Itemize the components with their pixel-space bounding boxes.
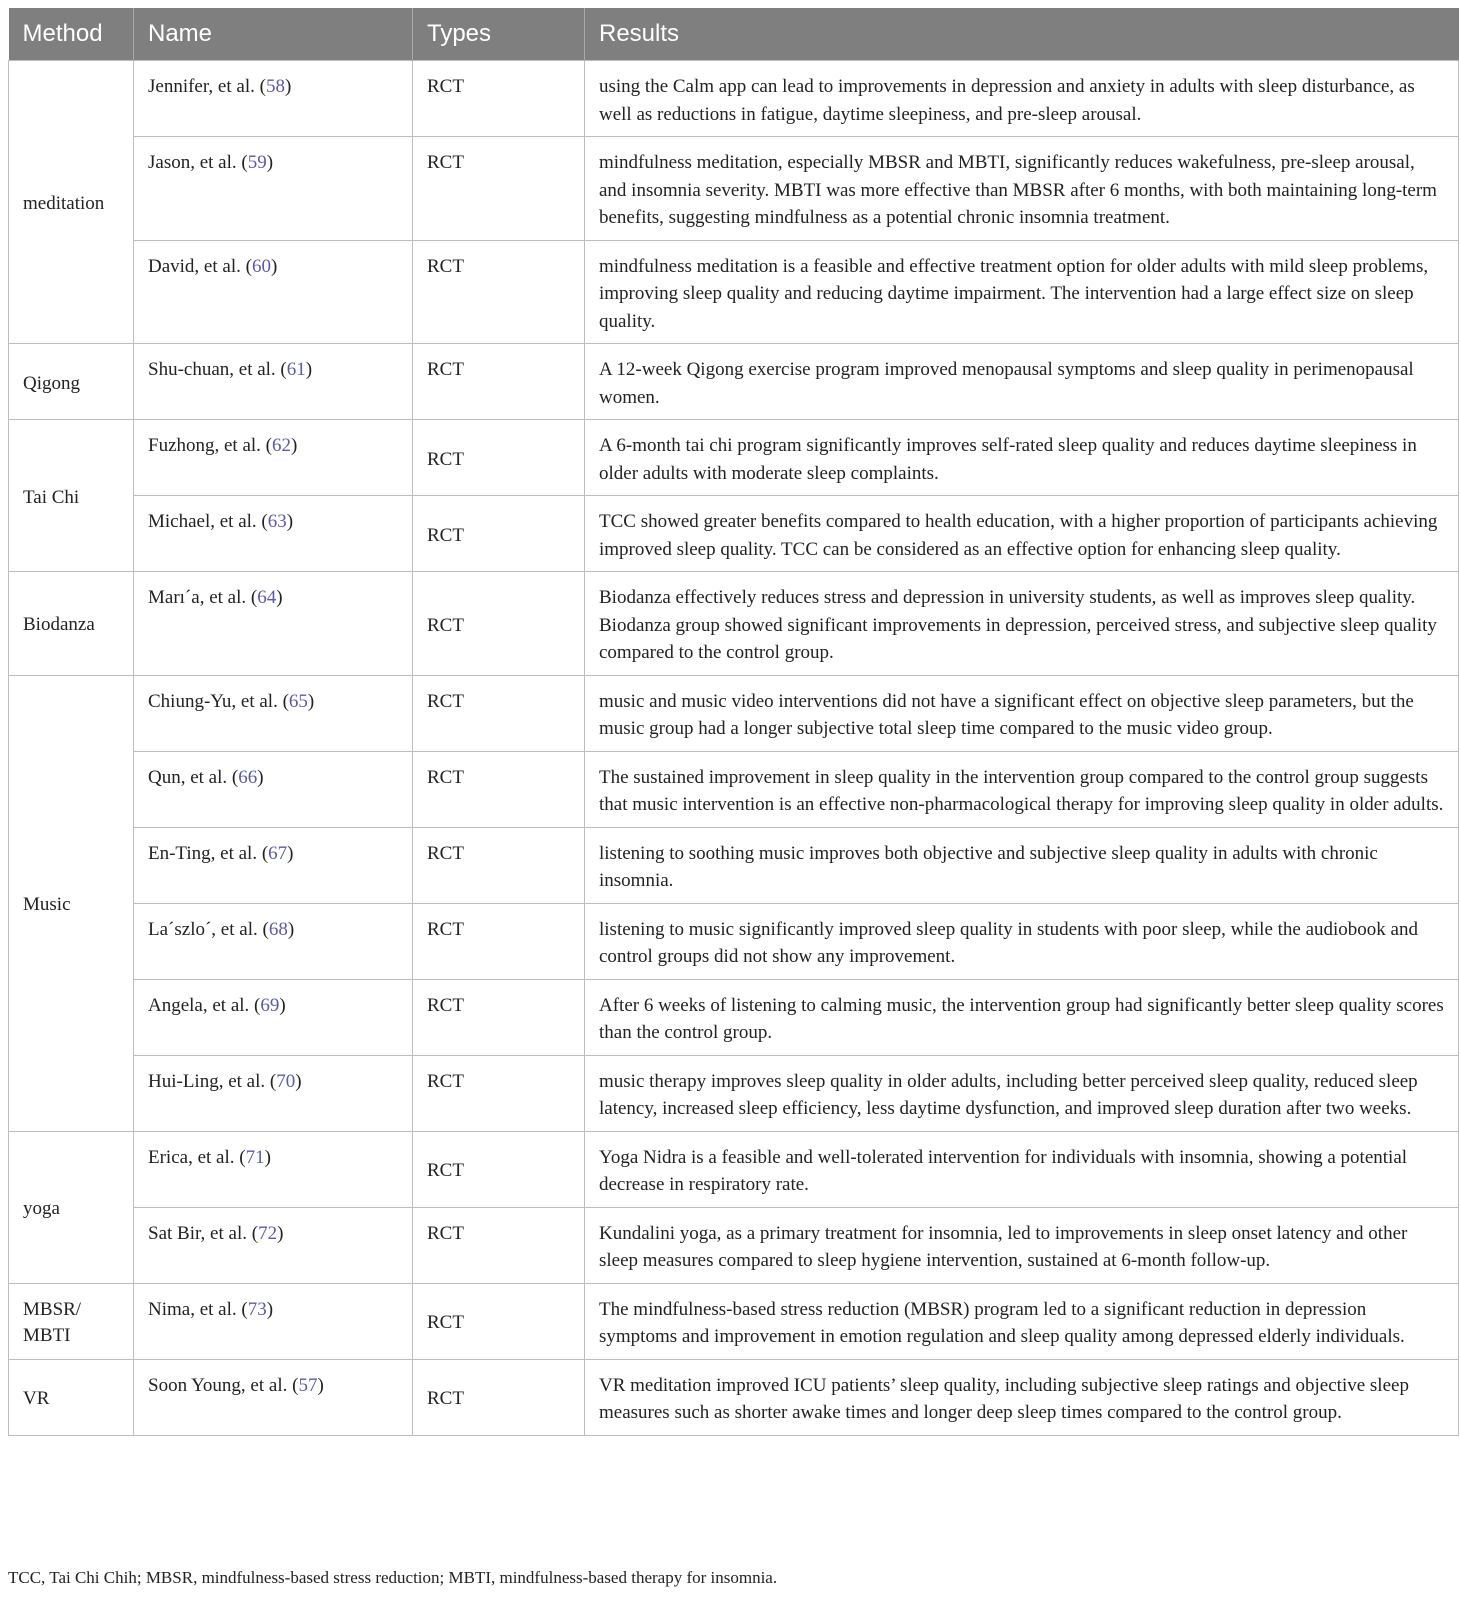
closing-paren: ): [317, 1374, 324, 1396]
name-cell: [134, 751, 413, 827]
closing-paren: ): [264, 1146, 271, 1168]
author-name: Qun, et al. (: [148, 766, 239, 788]
name-cell: [134, 1055, 413, 1131]
table-row: [9, 572, 1459, 676]
author-name: En-Ting, et al. (: [148, 842, 269, 864]
name-cell: [134, 572, 413, 676]
author-name: Marı´a, et al. (: [148, 587, 258, 608]
result-cell: mindfulness meditation is a feasible and effective treatment option for older adults with mild sleep problems, improving sleep quality and reducing daytime impairment. The intervention had a large effect size on sleep quality.: [585, 240, 1459, 344]
table-row: [9, 827, 1459, 903]
name-cell: [134, 903, 413, 979]
reference-link[interactable]: 61: [286, 359, 306, 380]
reference-link[interactable]: 73: [247, 1298, 267, 1320]
closing-paren: ): [295, 1070, 302, 1092]
name-cell: [134, 420, 413, 496]
table-body: [9, 61, 1459, 1436]
method-cell: VR: [9, 1359, 134, 1435]
method-cell: Biodanza: [9, 572, 134, 676]
closing-paren: ): [266, 152, 274, 173]
closing-paren: ): [287, 918, 295, 940]
result-cell: using the Calm app can lead to improvements in depression and anxiety in adults with sleep disturbance, as well as reductions in fatigue, daytime sleepiness, and pre-sleep arousal.: [585, 61, 1459, 137]
name-cell: [134, 137, 413, 241]
result-cell: The sustained improvement in sleep quality in the intervention group compared to the control group suggests that music intervention is an effective non-pharmacological therapy for improving sleep quality in older adults.: [585, 751, 1459, 827]
name-cell: [134, 1283, 413, 1359]
header-row: [9, 8, 1459, 61]
method-cell: MBSR/ MBTI: [9, 1283, 134, 1359]
result-cell: A 12-week Qigong exercise program improved menopausal symptoms and sleep quality in perimenopausal women.: [585, 344, 1459, 420]
type-cell: RCT: [413, 903, 585, 979]
closing-paren: ): [257, 766, 264, 788]
result-cell: music therapy improves sleep quality in older adults, including better perceived sleep quality, reduced sleep latency, increased sleep efficiency, less daytime dysfunction, and improved sleep duration after two weeks.: [585, 1055, 1459, 1131]
table-row: [9, 1283, 1459, 1359]
result-cell: listening to soothing music improves both objective and subjective sleep quality in adults with chronic insomnia.: [585, 827, 1459, 903]
result-cell: TCC showed greater benefits compared to health education, with a higher proportion of participants achieving improved sleep quality. TCC can be considered as an effective option for enhancing sleep quality.: [585, 496, 1459, 572]
table-row: [9, 979, 1459, 1055]
name-cell: [134, 240, 413, 344]
table-row: [9, 1359, 1459, 1435]
closing-paren: ): [284, 76, 292, 97]
table-row: [9, 61, 1459, 137]
result-cell: Yoga Nidra is a feasible and well-tolerated intervention for individuals with insomnia, showing a potential decrease in respiratory rate.: [585, 1131, 1459, 1207]
type-cell: RCT: [413, 61, 585, 137]
reference-link[interactable]: 58: [265, 76, 285, 97]
table-row: [9, 903, 1459, 979]
header-name: Name: [134, 8, 413, 61]
reference-link[interactable]: 72: [258, 1222, 278, 1244]
reference-link[interactable]: 70: [276, 1070, 296, 1092]
name-cell: [134, 827, 413, 903]
name-cell: [134, 496, 413, 572]
reference-link[interactable]: 71: [245, 1146, 265, 1168]
table-row: [9, 344, 1459, 420]
name-cell: [134, 61, 413, 137]
result-cell: Kundalini yoga, as a primary treatment for insomnia, led to improvements in sleep onset latency and other sleep measures compared to sleep hygiene intervention, sustained at 6-month follow-up.: [585, 1207, 1459, 1283]
method-cell: yoga: [9, 1131, 134, 1283]
closing-paren: ): [270, 255, 278, 277]
name-cell: [134, 344, 413, 420]
reference-link[interactable]: 62: [272, 435, 292, 456]
reference-link[interactable]: 64: [257, 587, 277, 608]
author-name: Shu-chuan, et al. (: [148, 359, 287, 380]
type-cell: RCT: [413, 751, 585, 827]
type-cell: RCT: [413, 572, 585, 676]
closing-paren: ): [305, 359, 313, 380]
reference-link[interactable]: 63: [267, 511, 287, 532]
table-row: [9, 1055, 1459, 1131]
table-row: [9, 1131, 1459, 1207]
reference-link[interactable]: 67: [268, 842, 288, 864]
header-results: Results: [585, 8, 1459, 61]
reference-link[interactable]: 65: [288, 690, 308, 712]
type-cell: RCT: [413, 979, 585, 1055]
table-footnote: TCC, Tai Chi Chih; MBSR, mindfulness-based stress reduction; MBTI, mindfulness-based therapy for insomnia.: [8, 1568, 778, 1587]
name-cell: [134, 1207, 413, 1283]
type-cell: RCT: [413, 420, 585, 496]
result-cell: The mindfulness-based stress reduction (MBSR) program led to a significant reduction in depression symptoms and improvement in emotion regulation and sleep quality among depressed elderly individuals.: [585, 1283, 1459, 1359]
type-cell: RCT: [413, 1283, 585, 1359]
table-row: [9, 137, 1459, 241]
header-method: Method: [9, 8, 134, 61]
reference-link[interactable]: 66: [238, 766, 258, 788]
type-cell: RCT: [413, 344, 585, 420]
name-cell: [134, 1359, 413, 1435]
author-name: Nima, et al. (: [148, 1298, 248, 1320]
author-name: Erica, et al. (: [148, 1146, 246, 1168]
header-types: Types: [413, 8, 585, 61]
result-cell: listening to music significantly improved sleep quality in students with poor sleep, while the audiobook and control groups did not show any improvement.: [585, 903, 1459, 979]
reference-link[interactable]: 59: [247, 152, 267, 173]
method-cell: Tai Chi: [9, 420, 134, 572]
table-row: [9, 240, 1459, 344]
author-name: La´szlo´, et al. (: [148, 918, 269, 940]
closing-paren: ): [276, 587, 283, 608]
closing-paren: ): [307, 690, 315, 712]
type-cell: RCT: [413, 1055, 585, 1131]
closing-paren: ): [287, 842, 294, 864]
result-cell: VR meditation improved ICU patients’ sleep quality, including subjective sleep ratings and objective sleep measures such as shorter awake times and longer deep sleep times compared to the control group.: [585, 1359, 1459, 1435]
type-cell: RCT: [413, 496, 585, 572]
reference-link[interactable]: 69: [260, 994, 280, 1016]
type-cell: RCT: [413, 137, 585, 241]
type-cell: RCT: [413, 827, 585, 903]
result-cell: Biodanza effectively reduces stress and depression in university students, as well as improves sleep quality. Biodanza group showed significant improvements in depression, perceived stress, and subjective sleep quality compared to the control group.: [585, 572, 1459, 676]
name-cell: [134, 1131, 413, 1207]
author-name: Fuzhong, et al. (: [148, 435, 273, 456]
method-cell: Qigong: [9, 344, 134, 420]
author-name: Angela, et al. (: [148, 994, 261, 1016]
name-cell: [134, 675, 413, 751]
author-name: Jennifer, et al. (: [148, 76, 266, 97]
table-row: [9, 675, 1459, 751]
reference-link[interactable]: 57: [298, 1374, 318, 1396]
author-name: Hui-Ling, et al. (: [148, 1070, 277, 1092]
result-cell: After 6 weeks of listening to calming music, the intervention group had significantly better sleep quality scores than the control group.: [585, 979, 1459, 1055]
type-cell: RCT: [413, 240, 585, 344]
table-row: [9, 496, 1459, 572]
closing-paren: ): [266, 1298, 274, 1320]
table-row: [9, 420, 1459, 496]
result-cell: music and music video interventions did not have a significant effect on objective sleep parameters, but the music group had a longer subjective total sleep time compared to the music video group.: [585, 675, 1459, 751]
studies-table: [8, 8, 1459, 1436]
author-name: Jason, et al. (: [148, 152, 248, 173]
author-name: Chiung-Yu, et al. (: [148, 690, 289, 712]
author-name: David, et al. (: [148, 255, 252, 277]
type-cell: RCT: [413, 1207, 585, 1283]
type-cell: RCT: [413, 1359, 585, 1435]
author-name: Michael, et al. (: [148, 511, 268, 532]
reference-link[interactable]: 68: [268, 918, 288, 940]
closing-paren: ): [291, 435, 298, 456]
type-cell: RCT: [413, 675, 585, 751]
author-name: Sat Bir, et al. (: [148, 1222, 259, 1244]
type-cell: RCT: [413, 1131, 585, 1207]
author-name: Soon Young, et al. (: [148, 1374, 299, 1396]
closing-paren: ): [277, 1222, 284, 1244]
reference-link[interactable]: 60: [251, 255, 271, 277]
result-cell: mindfulness meditation, especially MBSR and MBTI, significantly reduces wakefulness, pre-sleep arousal, and insomnia severity. MBTI was more effective than MBSR after 6 months, with both maintaining long-term benefits, suggesting mindfulness as a potential chronic insomnia treatment.: [585, 137, 1459, 241]
table-row: [9, 1207, 1459, 1283]
name-cell: [134, 979, 413, 1055]
result-cell: A 6-month tai chi program significantly improves self-rated sleep quality and reduces daytime sleepiness in older adults with moderate sleep complaints.: [585, 420, 1459, 496]
table-row: [9, 751, 1459, 827]
closing-paren: ): [279, 994, 286, 1016]
method-cell: meditation: [9, 61, 134, 344]
method-cell: Music: [9, 675, 134, 1131]
closing-paren: ): [286, 511, 294, 532]
